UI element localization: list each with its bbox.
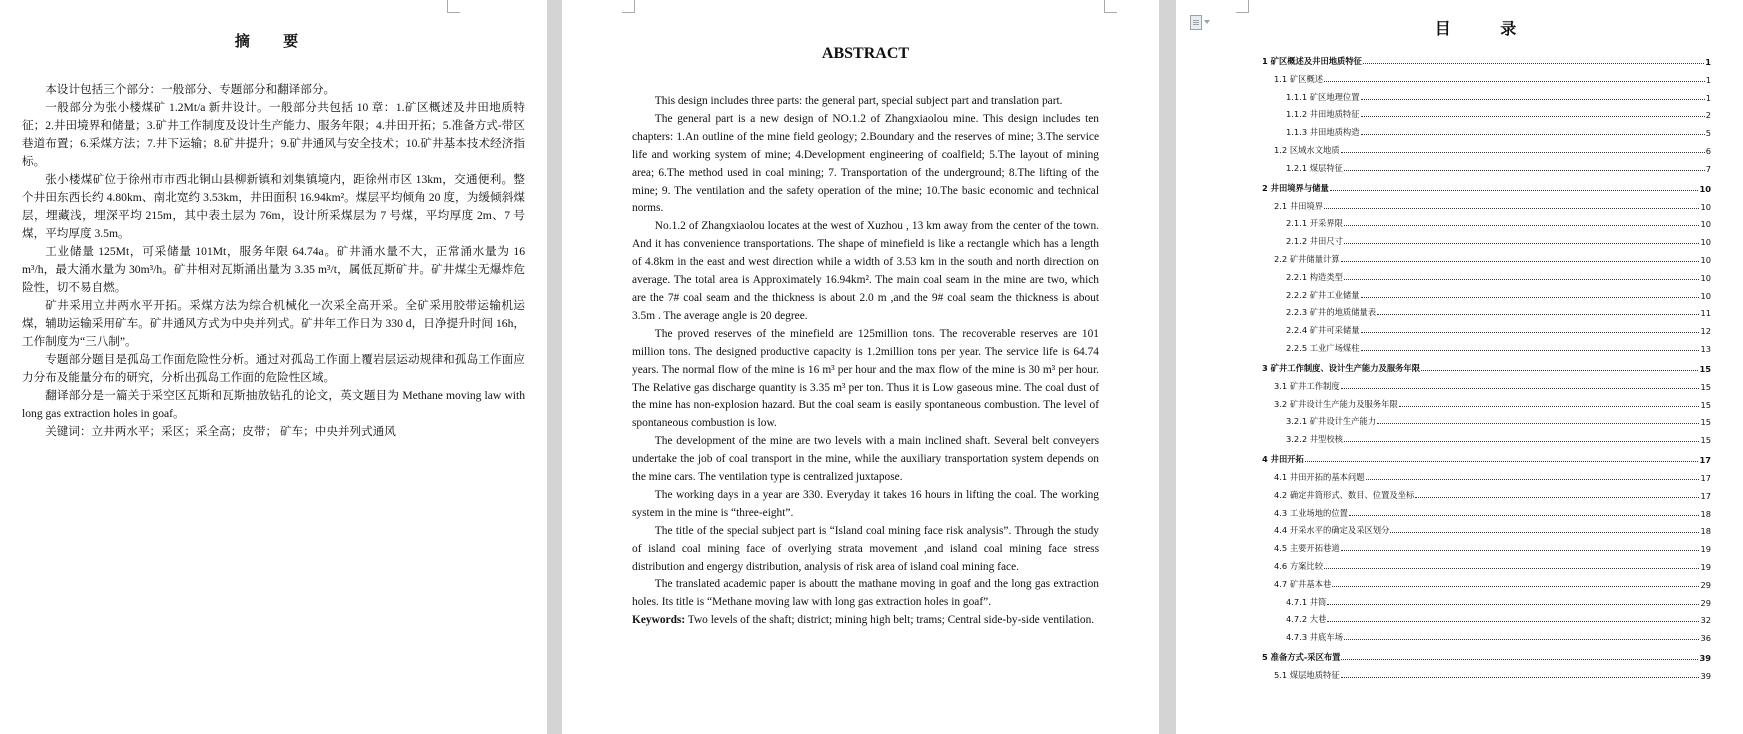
toc-entry-page: 17: [1700, 490, 1711, 501]
toc-entry-page: 10: [1700, 219, 1711, 230]
toc-entry-page: 10: [1700, 201, 1711, 212]
toc-entry-page: 13: [1700, 343, 1711, 354]
toc-entry[interactable]: [1262, 427, 1711, 445]
toc-entry-page: 10: [1700, 290, 1711, 301]
toc-entry-title: 1.1 矿区概述: [1274, 73, 1324, 84]
toc-entry-title: 2.1 井田境界: [1274, 200, 1324, 211]
toc-leader-dots: [1361, 99, 1705, 100]
toc-entry-title: 2.2.1 构造类型: [1286, 271, 1343, 282]
toc-entry[interactable]: [1262, 501, 1711, 519]
toc-leader-dots: [1344, 225, 1700, 226]
paragraph: The translated academic paper is aboutt the mathane moving in goaf and the long gas extraction holes. Its title is “Methane moving law with long gas extraction holes in goaf”.: [632, 578, 1099, 609]
toc-entry-page: 1: [1705, 57, 1711, 67]
toc-entry-title: 4 井田开拓: [1262, 454, 1304, 465]
toc-leader-dots: [1344, 243, 1700, 244]
toc-entry-page: 15: [1699, 363, 1711, 374]
keywords-text: Two levels of the shaft; district; mining high belt; trams; Central side-by-side ventilation.: [685, 614, 1095, 627]
toc-leader-dots: [1361, 332, 1700, 333]
toc-entry-title: 2.2 矿井储量计算: [1274, 253, 1340, 264]
toc-leader-dots: [1344, 639, 1700, 640]
toc-entry-title: 2.2.3 矿井的地质储量表: [1286, 307, 1377, 318]
toc-entry-title: 3.2.1 矿井设计生产能力: [1286, 416, 1377, 427]
toc-entry-title: 4.1 井田开拓的基本问题: [1274, 471, 1365, 482]
toc-entry-title: 2.1.1 开采界限: [1286, 218, 1343, 229]
toc-entry[interactable]: [1262, 318, 1711, 336]
paragraph: This design includes three parts: the general part, special subject part and translation part.: [654, 95, 1063, 107]
page-chinese-abstract: [0, 0, 547, 734]
toc-entry[interactable]: [1262, 247, 1711, 265]
paragraph: The proved reserves of the minefield are 125million tons. The recoverable reserves are 101 million tons. The designed productive capacity is 1.2million tons per year. The service life is 64.74 years. The normal flow of the mine is 16 m³ per hour and the max flow of the mine is 30 m³ per hour. The Relative gas discharge quantity is 3.35 m³ per ton. Thus it is Low gaseous mine. The coal dust of the mine has non-explosion hazard. But the coal seam is easily spontaneous combustion. The level of spontaneous combustion is low.: [632, 327, 1099, 430]
toc-list: [1262, 47, 1711, 681]
toc-entry[interactable]: [1262, 410, 1711, 428]
toc-leader-dots: [1341, 550, 1700, 551]
toc-entry[interactable]: [1262, 536, 1711, 554]
chevron-down-icon: [1204, 20, 1210, 24]
page-corner-mark: [1104, 0, 1117, 13]
toc-entry-page: 2: [1705, 110, 1711, 121]
toc-entry[interactable]: [1262, 572, 1711, 590]
page-title: 目 录: [1434, 19, 1539, 38]
paragraph: The title of the special subject part is “Island coal mining face risk analysis”. Through the study of island coal mining face of overlying strata movement ,and island coal mining face stress distribution and engergy distribution, analysis of risk area of island coal mining face.: [632, 524, 1099, 573]
toc-entry-page: 29: [1700, 597, 1711, 608]
toc-entry[interactable]: [1262, 229, 1711, 247]
toc-leader-dots: [1377, 314, 1699, 315]
toc-entry-title: 1.2 区域水文地质: [1274, 144, 1340, 155]
toc-entry-title: 3 矿井工作制度、设计生产能力及服务年限: [1262, 362, 1421, 373]
toc-entry[interactable]: [1262, 445, 1711, 465]
toc-entry-title: 4.5 主要开拓巷道: [1274, 543, 1340, 554]
keywords: 关键词：立井两水平；采区；采全高；皮带； 矿车；中央并列式通风: [45, 425, 396, 438]
toc-entry-page: 1: [1705, 74, 1711, 85]
toc-entry-title: 4.7 矿井基本巷: [1274, 578, 1332, 589]
toc-entry-title: 2.2.4 矿井可采储量: [1286, 325, 1360, 336]
abstract-body: [22, 81, 525, 441]
paragraph: The working days in a year are 330. Everyday it takes 16 hours in lifting the coal. The working system in the mine is “three-eight”.: [632, 488, 1099, 519]
toc-entry-title: 3.2.2 井型校核: [1286, 434, 1343, 445]
toc-entry[interactable]: [1262, 643, 1711, 663]
toc-entry-page: 15: [1700, 381, 1711, 392]
toc-entry-title: 3.1 矿井工作制度: [1274, 380, 1340, 391]
paragraph: 张小楼煤矿位于徐州市市西北铜山县柳新镇和刘集镇境内，距徐州市区 13km，交通便利。整个井田东西长约 4.80km、南北宽约 3.53km，井田面积 16.94km²。煤层平均倾角 20 度，为缓倾斜煤层，埋藏浅，埋深平均 215m，其中表土层为 76m，设计所采煤层为 7 号煤，平均厚度 2m、7 号煤，平均厚度 3.5m。: [22, 173, 525, 240]
paragraph: 专题部分题目是孤岛工作面危险性分析。通过对孤岛工作面上覆岩层运动规律和孤岛工作面应力分布及能量分布的研究，分析出孤岛工作面的危险性区域。: [22, 353, 525, 384]
toc-entry[interactable]: [1262, 483, 1711, 501]
toc-leader-dots: [1344, 279, 1700, 280]
toc-entry[interactable]: [1262, 519, 1711, 537]
toc-leader-dots: [1377, 423, 1699, 424]
toc-entry-title: 2 井田境界与储量: [1262, 182, 1329, 193]
paragraph: 翻译部分是一篇关于采空区瓦斯和瓦斯抽放钻孔的论文，英文题目为 Methane moving law with long gas extraction holes in goaf。: [22, 389, 525, 420]
toc-leader-dots: [1324, 568, 1699, 569]
toc-entry-page: 32: [1700, 615, 1711, 626]
toc-leader-dots: [1361, 297, 1700, 298]
toc-entry-title: 4.7.1 井筒: [1286, 596, 1327, 607]
toc-entry-title: 1.1.3 井田地质构造: [1286, 127, 1360, 138]
toc-entry-page: 15: [1700, 417, 1711, 428]
toc-leader-dots: [1305, 461, 1699, 462]
toc-entry-title: 4.7.2 大巷: [1286, 614, 1327, 625]
toc-entry-page: 39: [1699, 653, 1711, 664]
toc-entry[interactable]: [1262, 336, 1711, 354]
toc-entry-page: 18: [1700, 508, 1711, 519]
toc-entry-page: 15: [1700, 399, 1711, 410]
toc-entry[interactable]: [1262, 212, 1711, 230]
toc-leader-dots: [1341, 677, 1700, 678]
toc-leader-dots: [1421, 370, 1698, 371]
toc-entry-page: 19: [1700, 561, 1711, 572]
toc-entry[interactable]: [1262, 301, 1711, 319]
toc-entry-page: 17: [1699, 455, 1711, 466]
toc-entry-page: 39: [1700, 670, 1711, 681]
toc-leader-dots: [1390, 532, 1699, 533]
toc-entry[interactable]: [1262, 465, 1711, 483]
toc-entry-page: 12: [1700, 326, 1711, 337]
toc-leader-dots: [1332, 586, 1699, 587]
toc-entry-title: 2.2.5 工业广场煤柱: [1286, 342, 1360, 353]
abstract-body: [632, 93, 1099, 630]
keywords-label: Keywords:: [632, 614, 686, 627]
toc-entry-title: 1.2.1 煤层特征: [1286, 162, 1343, 173]
toc-leader-dots: [1341, 152, 1705, 153]
toc-leader-dots: [1324, 81, 1705, 82]
toc-entry[interactable]: [1262, 354, 1711, 374]
toc-entry-page: 1: [1705, 92, 1711, 103]
toc-entry[interactable]: [1262, 47, 1711, 67]
toc-leader-dots: [1415, 497, 1699, 498]
toc-leader-dots: [1363, 63, 1704, 64]
toc-entry[interactable]: [1262, 120, 1711, 138]
toc-entry-page: 10: [1700, 237, 1711, 248]
toc-entry[interactable]: [1262, 590, 1711, 608]
toc-entry-title: 2.1.2 井田尺寸: [1286, 236, 1343, 247]
toc-entry-page: 11: [1700, 308, 1711, 319]
toc-entry-page: 29: [1700, 579, 1711, 590]
toc-entry-title: 1 矿区概述及井田地质特征: [1262, 56, 1362, 66]
toc-entry-page: 15: [1700, 435, 1711, 446]
toc-entry-page: 6: [1705, 145, 1711, 156]
page-corner-mark: [1236, 0, 1249, 13]
toc-entry-title: 2.2.2 矿井工业储量: [1286, 289, 1360, 300]
toc-leader-dots: [1341, 659, 1698, 660]
toc-entry-page: 36: [1700, 633, 1711, 644]
toc-leader-dots: [1344, 170, 1705, 171]
toc-entry-title: 4.4 开采水平的确定及采区划分: [1274, 525, 1390, 536]
paragraph: 矿井采用立井两水平开拓。采煤方法为综合机械化一次采全高开采。全矿采用胶带运输机运煤，辅助运输采用矿车。矿井通风方式为中央并列式。矿井年工作日为 330 d，日净提升时间 16h，工作制度为“三八制”。: [22, 299, 525, 348]
toc-entry-page: 7: [1705, 163, 1711, 174]
toc-entry-title: 4.7.3 井底车场: [1286, 632, 1343, 643]
toc-entry[interactable]: [1262, 625, 1711, 643]
toc-entry-page: 10: [1700, 272, 1711, 283]
toc-leader-dots: [1327, 604, 1699, 605]
paragraph: 工业储量 125Mt，可采储量 101Mt，服务年限 64.74a。矿井涌水量不大，正常涌水量为 16 m³/h，最大涌水量为 30m³/h。矿井相对瓦斯涌出量为 3.35 m³/t，属低瓦斯矿井。矿井煤尘无爆炸危险性，切不易自燃。: [22, 245, 525, 294]
page-table-of-contents: [1176, 0, 1743, 734]
page-corner-mark: [447, 0, 460, 13]
paragraph: The development of the mine are two levels with a main inclined shaft. Several belt conveyers undertake the job of coal transport in the mine, while the auxiliary transportation system depends on the mine cars. The ventilation type is centralized juxtapose.: [632, 435, 1099, 484]
page-corner-mark: [622, 0, 635, 13]
toc-leader-dots: [1366, 479, 1700, 480]
toc-leader-dots: [1361, 350, 1700, 351]
toc-entry-page: 17: [1700, 472, 1711, 483]
toc-entry[interactable]: [1262, 67, 1711, 85]
toc-leader-dots: [1341, 261, 1700, 262]
toc-leader-dots: [1324, 208, 1699, 209]
paragraph: 本设计包括三个部分：一般部分、专题部分和翻译部分。: [45, 83, 336, 96]
toc-leader-dots: [1330, 190, 1699, 191]
paragraph: 一般部分为张小楼煤矿 1.2Mt/a 新井设计。一般部分共包括 10 章：1.矿区概述及井田地质特征；2.井田境界和储量；3.矿井工作制度及设计生产能力、服务年限；4.井田开拓；5.准备方式-带区巷道布置；6.采煤方法；7.井下运输；8.矿井提升；9.矿井通风与安全技术；10.矿井基本技术经济指标。: [22, 101, 525, 168]
toc-entry[interactable]: [1262, 138, 1711, 156]
toc-entry[interactable]: [1262, 85, 1711, 103]
toc-entry[interactable]: [1262, 554, 1711, 572]
paragraph: The general part is a new design of NO.1.2 of Zhangxiaolou mine. This design includes ten chapters: 1.An outline of the mine field geology; 2.Boundary and the reserves of mine; 3.The service life and working system of mine; 4.Development engineering of coalfield; 5.The layout of mining area; 6.The method used in coal mining; 7. Transportation of the underground; 8.The lifting of the mine; 9. The ventilation and the safety operation of the mine; 10.The basic economic and technical norms.: [632, 112, 1099, 215]
document-icon[interactable]: [1190, 14, 1214, 30]
toc-entry-title: 1.1.2 井田地质特征: [1286, 109, 1360, 120]
toc-leader-dots: [1327, 621, 1699, 622]
toc-leader-dots: [1344, 441, 1700, 442]
toc-entry-title: 1.1.1 矿区地理位置: [1286, 91, 1360, 102]
toc-leader-dots: [1399, 406, 1700, 407]
paragraph: No.1.2 of Zhangxiaolou locates at the west of Xuzhou , 13 km away from the center of the town. And it has convenience transportations. The shape of minefield is like a rectangle which has a length of 4.8km in the east and west direction while a width of 3.53 km in the south and north direction on average. The total area is Approximately 16.94km². The main coal seam in the mine are two, which are the 7# coal seam and the thickness is about 2.0 m ,and the 9# coal seam the thickness is about 3.5m . The average angle is 20 degree.: [632, 220, 1099, 322]
toc-entry-title: 4.2 确定井筒形式、数目、位置及坐标: [1274, 489, 1415, 500]
toc-entry[interactable]: [1262, 156, 1711, 174]
toc-leader-dots: [1361, 134, 1705, 135]
toc-entry-title: 4.6 方案比较: [1274, 560, 1324, 571]
toc-entry[interactable]: [1262, 374, 1711, 392]
toc-entry-page: 5: [1705, 128, 1711, 139]
toc-entry-title: 4.3 工业场地的位置: [1274, 507, 1348, 518]
toc-entry[interactable]: [1262, 103, 1711, 121]
toc-entry[interactable]: [1262, 265, 1711, 283]
toc-leader-dots: [1349, 515, 1700, 516]
toc-entry[interactable]: [1262, 663, 1711, 681]
toc-leader-dots: [1361, 116, 1705, 117]
page-title: 摘 要: [234, 32, 313, 50]
toc-entry-page: 10: [1700, 254, 1711, 265]
page-english-abstract: [562, 0, 1159, 734]
toc-entry[interactable]: [1262, 283, 1711, 301]
toc-entry-page: 10: [1699, 183, 1711, 194]
toc-leader-dots: [1341, 388, 1700, 389]
toc-entry[interactable]: [1262, 174, 1711, 194]
toc-entry-page: 19: [1700, 544, 1711, 555]
keywords: [632, 612, 1099, 630]
toc-entry[interactable]: [1262, 392, 1711, 410]
toc-entry-title: 5.1 煤层地质特征: [1274, 669, 1340, 680]
toc-entry[interactable]: [1262, 194, 1711, 212]
toc-entry[interactable]: [1262, 608, 1711, 626]
toc-entry-title: 5 准备方式-采区布置: [1262, 652, 1341, 663]
toc-entry-page: 18: [1700, 526, 1711, 537]
page-title: ABSTRACT: [821, 45, 910, 62]
toc-entry-title: 3.2 矿井设计生产能力及服务年限: [1274, 398, 1398, 409]
